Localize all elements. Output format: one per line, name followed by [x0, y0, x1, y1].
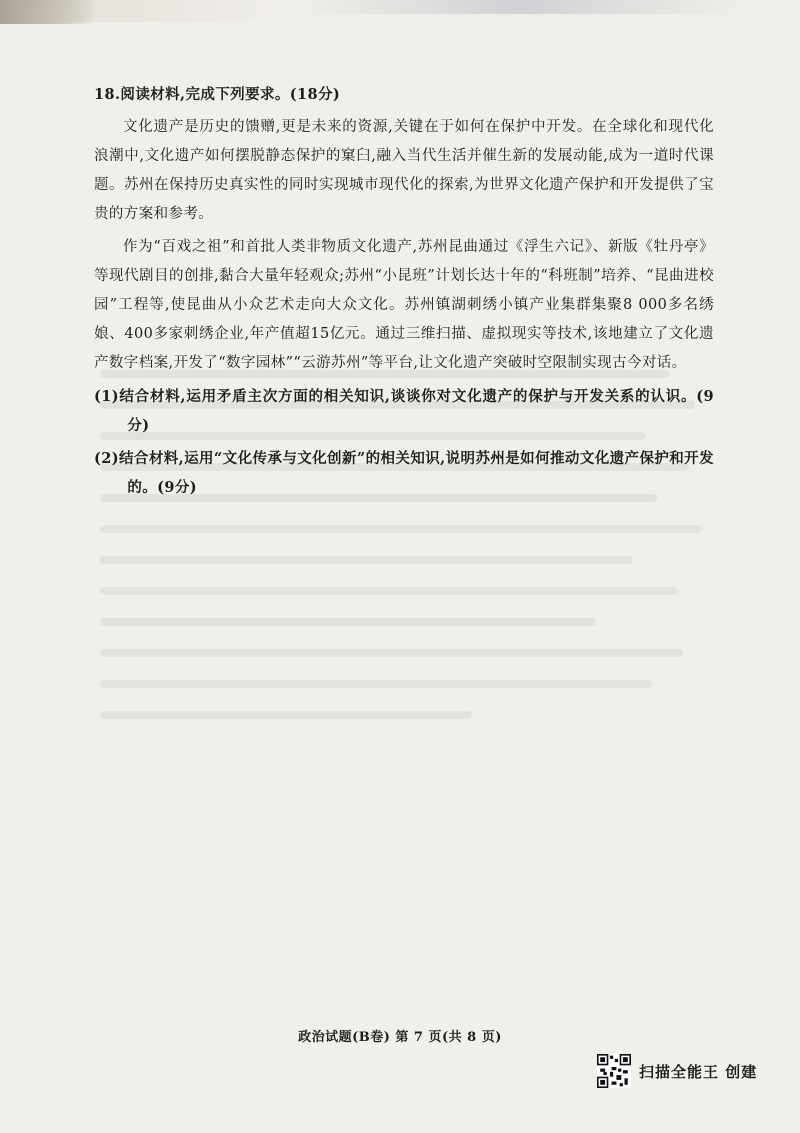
question-18	[94, 80, 714, 502]
sub-question-2: (2)结合材料,运用“文化传承与文化创新”的相关知识,说明苏州是如何推动文化遗产保护和开发的。(9分)	[94, 450, 714, 496]
scanner-watermark-label: 扫描全能王 创建	[639, 1062, 758, 1081]
scan-top-corner	[0, 0, 95, 24]
sub-question-1: (1)结合材料,运用矛盾主次方面的相关知识,谈谈你对文化遗产的保护与开发关系的认识。(9分)	[94, 388, 714, 434]
scanner-watermark	[597, 1052, 757, 1090]
material-paragraph-2: 作为“百戏之祖”和首批人类非物质文化遗产,苏州昆曲通过《浮生六记》、新版《牡丹亭》等现代剧目的创排,黏合大量年轻观众;苏州“小昆班”计划长达十年的“科班制”培养、“昆曲进校园”工程等,使昆曲从小众艺术走向大众文化。苏州镇湖刺绣小镇产业集群集聚8 000多名绣娘、400多家刺绣企业,年产值超15亿元。通过三维扫描、虚拟现实等技术,该地建立了文化遗产数字档案,开发了“数字园林”“云游苏州”等平台,让文化遗产突破时空限制实现古今对话。	[94, 239, 714, 371]
qr-code-icon	[597, 1054, 631, 1088]
question-heading: 18.阅读材料,完成下列要求。(18分)	[94, 86, 341, 103]
scan-top-bleed	[300, 0, 740, 14]
page-footer: 政治试题(B卷) 第 7 页(共 8 页)	[298, 1030, 502, 1045]
material-paragraph-1: 文化遗产是历史的馈赠,更是未来的资源,关键在于如何在保护中开发。在全球化和现代化浪潮中,文化遗产如何摆脱静态保护的窠臼,融入当代生活并催生新的发展动能,成为一道时代课题。苏州在保持历史真实性的同时实现城市现代化的探索,为世界文化遗产保护和开发提供了宝贵的方案和参考。	[94, 119, 714, 222]
